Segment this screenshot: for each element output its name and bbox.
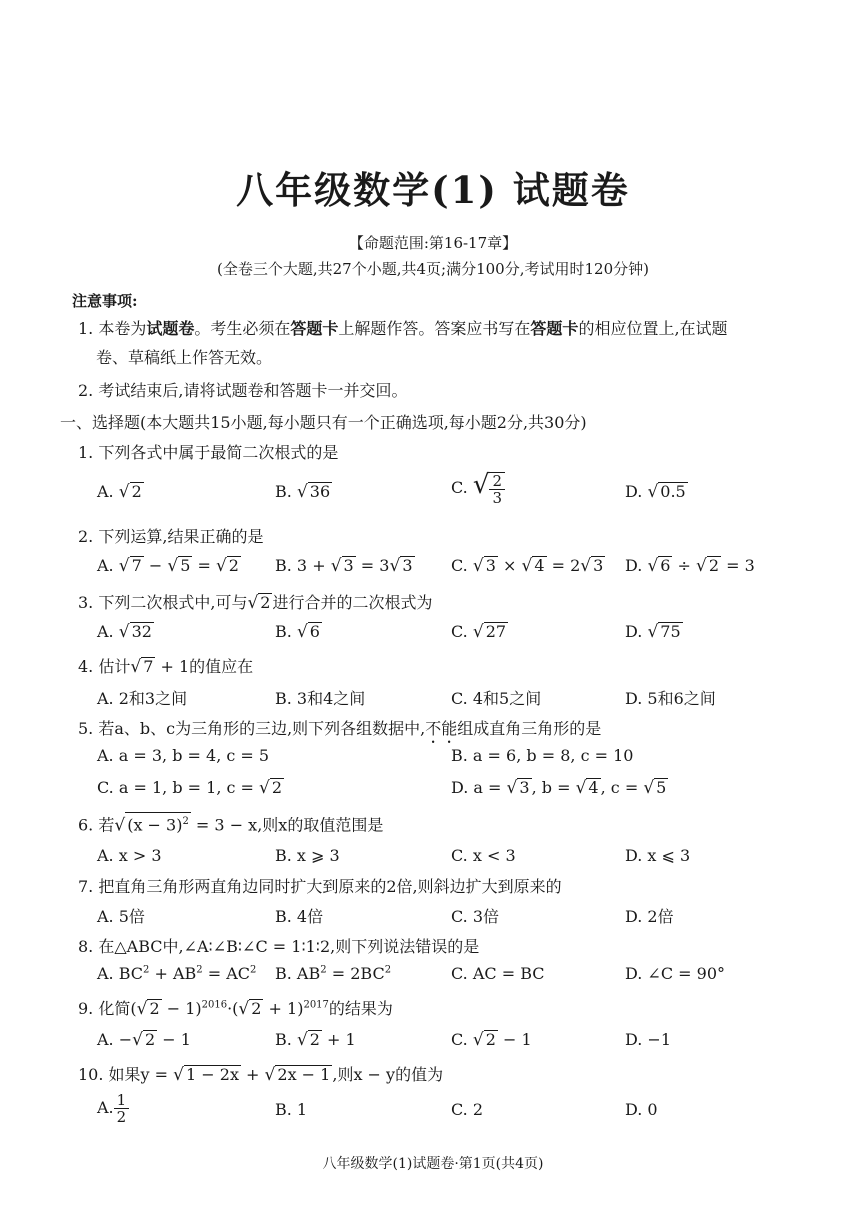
option-1b: B. √ 36 [275, 482, 331, 502]
question-10-stem: 10. 如果y = √ 1 − 2x + √ 2x − 1 ,则x − y的值为 [78, 1065, 444, 1085]
question-1-options [97, 470, 837, 510]
question-9-stem: 9. 化简(√ 2 − 1)$^{2016}$·(√ 2 + 1)$^{2017}$的结果为 [78, 999, 393, 1019]
option-9d: D. −1 [625, 1030, 672, 1049]
option-2d: D. √ 6 ÷ √ 2 = 3 [625, 556, 755, 576]
page-footer: 八年级数学(1)试题卷·第1页(共4页) [322, 1156, 544, 1172]
question-8-options [97, 964, 837, 992]
option-10a: A. $\frac{1}{2}$ [97, 1092, 129, 1125]
option-10c: C. 2 [451, 1100, 484, 1119]
question-5-options-row1 [97, 746, 837, 774]
option-1a: A. √ 2 [97, 482, 142, 502]
exam-title: 八年级数学(1) 试题卷 [236, 168, 630, 212]
question-1-stem: 1. 下列各式中属于最简二次根式的是 [78, 443, 339, 462]
option-4a: A. 2和3之间 [97, 689, 188, 708]
option-10d: D. 0 [625, 1100, 658, 1119]
question-4-options [97, 686, 837, 714]
option-4c: C. 4和5之间 [451, 689, 542, 708]
option-4b: B. 3和4之间 [275, 689, 366, 708]
option-5d: D. a = √ 3 , b = √ 4 , c = √ 5 [451, 778, 667, 798]
section-1-heading: 一、选择题(本大题共15小题,每小题只有一个正确选项,每小题2分,共30分) [60, 413, 587, 432]
question-3-stem: 3. 下列二次根式中,可与√ 2 进行合并的二次根式为 [78, 593, 433, 613]
option-3b: B. √ 6 [275, 622, 320, 642]
option-2c: C. √ 3 × √ 4 = 2√ 3 [451, 556, 604, 576]
question-3-options [97, 622, 837, 650]
option-7a: A. 5倍 [97, 907, 145, 926]
option-5c: C. a = 1, b = 1, c = √ 2 [97, 778, 283, 798]
question-2-stem: 2. 下列运算,结果正确的是 [78, 527, 264, 546]
question-6-stem: 6. 若√ $(x - 3)^2 = 3 - x$,则x的取值范围是 [78, 812, 838, 835]
option-9a: A. −√ 2 − 1 [97, 1030, 191, 1050]
option-3d: D. √ 75 [625, 622, 681, 642]
question-4-stem: 4. 估计√ 7 + 1的值应在 [78, 657, 254, 677]
option-1d: D. √ 0.5 [625, 482, 686, 502]
exam-scope: 【命题范围:第16-17章】 [348, 234, 518, 252]
notes-heading: 注意事项: [72, 292, 138, 310]
option-3c: C. √ 27 [451, 622, 507, 642]
option-8d: D. ∠C = 90° [625, 964, 726, 983]
question-10-options [97, 1091, 837, 1128]
option-2a: A. √ 7 − √ 5 = √ 2 [97, 556, 239, 576]
question-9-options [97, 1030, 837, 1058]
option-6c: C. x < 3 [451, 846, 516, 865]
option-8c: C. AC = BC [451, 964, 545, 983]
note-1: 1. 本卷为试题卷。考生必须在答题卡上解题作答。答案应书写在答题卡的相应位置上,在试题 卷、草稿纸上作答无效。 [78, 319, 728, 367]
option-3a: A. √ 32 [97, 622, 152, 642]
question-7-options [97, 904, 837, 932]
option-2b: B. 3 + √ 3 = 3√ 3 [275, 556, 413, 576]
option-8a: A. $BC^2 + AB^2 = AC^2$ [97, 964, 257, 983]
option-10b: B. 1 [275, 1100, 308, 1119]
option-6b: B. x ⩾ 3 [275, 846, 340, 865]
question-6-options [97, 846, 837, 874]
option-7b: B. 4倍 [275, 907, 324, 926]
option-9c: C. √ 2 − 1 [451, 1030, 532, 1050]
exam-info: (全卷三个大题,共27个小题,共4页;满分100分,考试用时120分钟) [217, 260, 649, 278]
question-8-stem: 8. 在△ABC中,∠A∶∠B∶∠C = 1∶1∶2,则下列说法错误的是 [78, 937, 480, 956]
question-2-options [97, 556, 837, 584]
option-6d: D. x ⩽ 3 [625, 846, 691, 865]
question-5-stem: 5. 若a、b、c为三角形的三边,则下列各组数据中,不能组成直角三角形的是 [78, 719, 602, 738]
option-5a: A. a = 3, b = 4, c = 5 [97, 746, 270, 765]
option-5b: B. a = 6, b = 8, c = 10 [451, 746, 634, 765]
option-8b: B. $AB^2 = 2BC^2$ [275, 964, 392, 983]
option-7d: D. 2倍 [625, 907, 674, 926]
option-9b: B. √ 2 + 1 [275, 1030, 356, 1050]
question-5-options-row2 [97, 778, 837, 806]
question-7-stem: 7. 把直角三角形两直角边同时扩大到原来的2倍,则斜边扩大到原来的 [78, 877, 562, 896]
option-4d: D. 5和6之间 [625, 689, 716, 708]
option-7c: C. 3倍 [451, 907, 500, 926]
note-2: 2. 考试结束后,请将试题卷和答题卡一并交回。 [78, 381, 408, 400]
option-6a: A. x > 3 [97, 846, 162, 865]
option-1c: C. √ $\frac{2}{3}$ [451, 470, 505, 506]
